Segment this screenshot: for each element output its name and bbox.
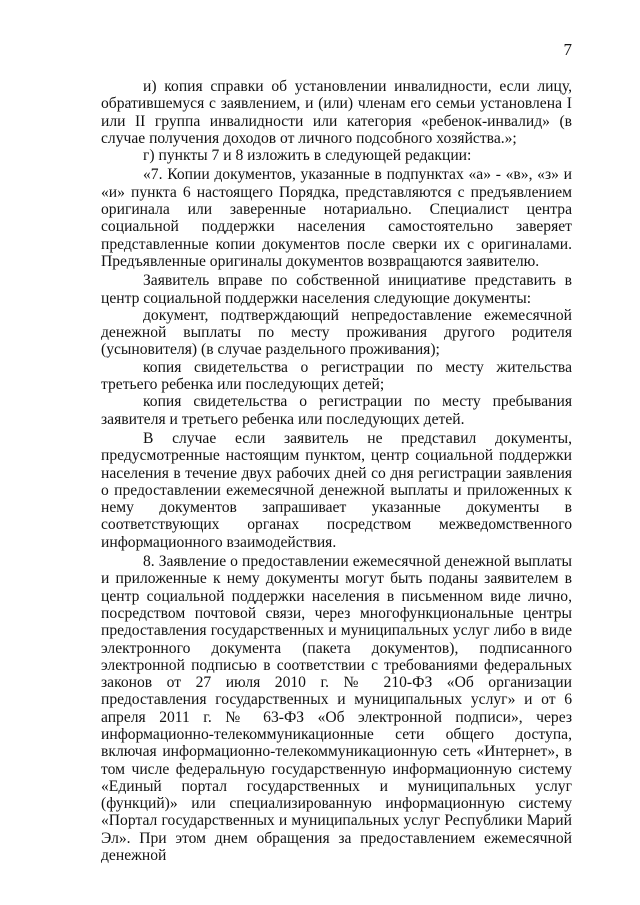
paragraph-disability-certificate: и) копия справки об установлении инвалидности, если лицу, обратившемуся с заявлением, и (или) членам его семьи установлена I или II группа инвалидности или категория «ребенок-инвалид» (в случае получения доходов от личного подсобного хозяйства.»;: [101, 78, 572, 147]
paragraph-document-non-provision: документ, подтверждающий непредоставление ежемесячной денежной выплаты по месту проживания другого родителя (усыновителя) (в случае раздельного проживания);: [101, 306, 572, 359]
paragraph-items-7-8-intro: г) пункты 7 и 8 изложить в следующей редакции:: [143, 147, 472, 165]
paragraph-stay-registration: копия свидетельства о регистрации по месту пребывания заявителя и третьего ребенка или последующих детей.: [101, 393, 572, 428]
paragraph-interagency-request: В случае если заявитель не представил документы, предусмотренные настоящим пунктом, центр социальной поддержки населения в течение двух рабочих дней со дня регистрации заявления о предоставлении ежемесячной денежной выплаты и приложенных к нему документов запрашивает указанные документы в соответствующих органах посредством межведомственного информационного взаимодействия.: [101, 429, 572, 551]
paragraph-applicant-right: Заявитель вправе по собственной инициативе представить в центр социальной поддержки населения следующие документы:: [101, 272, 572, 307]
paragraph-residence-registration: копия свидетельства о регистрации по месту жительства третьего ребенка или последующих детей;: [101, 358, 572, 394]
document-body: [101, 78, 572, 864]
paragraph-item-8: 8. Заявление о предоставлении ежемесячной денежной выплаты и приложенные к нему документы могут быть поданы заявителем в центр социальной поддержки населения в письменном виде лично, посредством почтовой связи, через многофункциональные центры предоставления государственных и муниципальных услуг либо в виде электронного документа (пакета документов), подписанного электронной подписью в соответствии с требованиями федеральных законов от 27 июля 2010 г. № 210-ФЗ «Об организации предоставления государственных и муниципальных услуг» и от 6 апреля 2011 г. № 63-ФЗ «Об электронной подписи», через информационно-телекоммуникационные сети общего доступа, включая информационно-телекоммуникационную сеть «Интернет», в том числе федеральную государственную информационную систему «Единый портал государственных и муниципальных услуг (функций)» или специализированную информационную систему «Портал государственных и муниципальных услуг Республики Марий Эл». При этом днем обращения за предоставлением ежемесячной денежной: [101, 553, 572, 865]
paragraph-item-7: «7. Копии документов, указанные в подпунктах «а» - «в», «з» и «и» пункта 6 настоящего Порядка, представляются с предъявлением оригинала или заверенные нотариально. Специалист центра социальной поддержки населения самостоятельно заверяет представленные копии документов после сверки их с оригиналами. Предъявленные оригиналы документов возвращаются заявителю.: [101, 166, 572, 270]
page-number: 7: [563, 40, 572, 59]
